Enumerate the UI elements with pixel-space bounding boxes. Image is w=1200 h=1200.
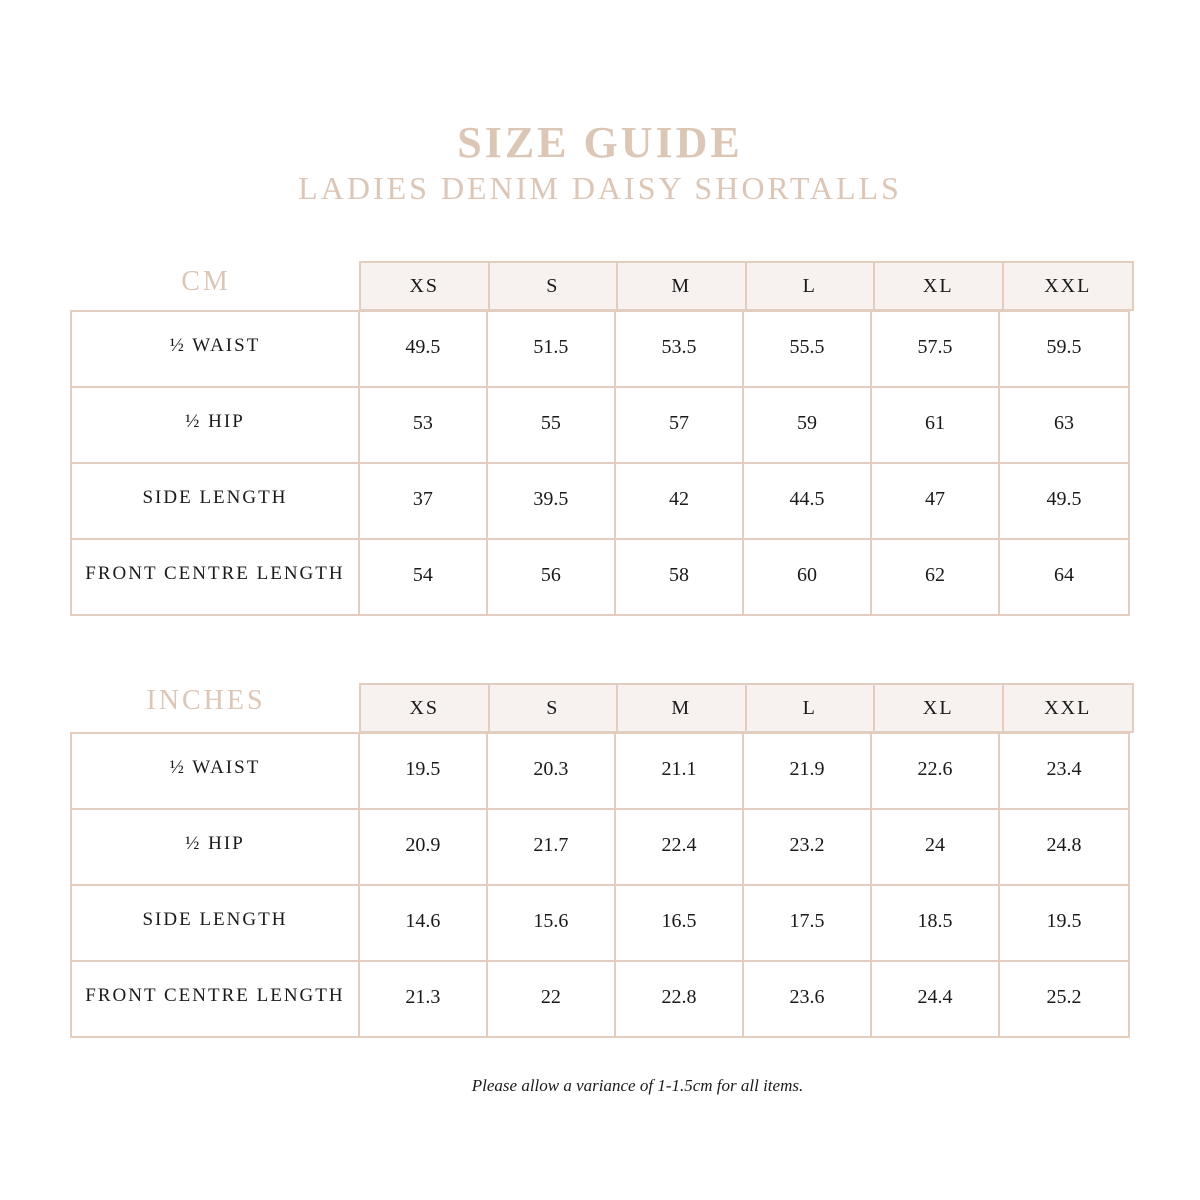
table-row <box>72 540 1128 614</box>
size-table-inches <box>70 732 1130 1038</box>
table-cell: 20.3 <box>488 734 616 808</box>
table-cell: 21.9 <box>744 734 872 808</box>
table-cell: 47 <box>872 464 1000 538</box>
measurement-label: ½ HIP <box>72 810 360 884</box>
unit-label-inches: INCHES <box>146 685 266 716</box>
table-cell: 19.5 <box>360 734 488 808</box>
table-cell: 20.9 <box>360 810 488 884</box>
size-header: M <box>618 685 747 731</box>
table-cell: 21.3 <box>360 962 488 1036</box>
table-row <box>72 886 1128 962</box>
table-cell: 21.1 <box>616 734 744 808</box>
table-cell: 18.5 <box>872 886 1000 960</box>
table-cell: 42 <box>616 464 744 538</box>
size-header: XS <box>361 263 490 309</box>
table-cell: 51.5 <box>488 312 616 386</box>
table-cell: 23.2 <box>744 810 872 884</box>
table-cell: 62 <box>872 540 1000 614</box>
table-cell: 61 <box>872 388 1000 462</box>
variance-note: Please allow a variance of 1-1.5cm for all items. <box>471 1076 804 1095</box>
size-header: S <box>490 263 619 309</box>
table-cell: 53.5 <box>616 312 744 386</box>
table-cell: 23.4 <box>1046 757 1082 780</box>
table-cell: 24.8 <box>1046 833 1082 856</box>
size-header: M <box>618 263 747 309</box>
table-row <box>72 388 1128 464</box>
table-cell: 39.5 <box>488 464 616 538</box>
table-cell: 22.6 <box>872 734 1000 808</box>
table-cell: 56 <box>488 540 616 614</box>
table-cell: 44.5 <box>744 464 872 538</box>
table-cell: 54 <box>360 540 488 614</box>
table-row <box>72 810 1128 886</box>
table-row <box>72 734 1128 810</box>
measurement-label: SIDE LENGTH <box>72 464 360 538</box>
table-cell: 21.7 <box>488 810 616 884</box>
table-cell: 22.8 <box>616 962 744 1036</box>
table-cell: 58 <box>616 540 744 614</box>
unit-label-cm: CM <box>181 266 231 297</box>
table-row <box>72 312 1128 388</box>
table-cell: 16.5 <box>616 886 744 960</box>
table-cell: 15.6 <box>488 886 616 960</box>
measurement-label: FRONT CENTRE LENGTH <box>72 962 360 1036</box>
size-header: XXL <box>1044 274 1092 297</box>
size-header-row <box>359 683 1134 733</box>
table-cell: 24.4 <box>872 962 1000 1036</box>
table-cell: 17.5 <box>744 886 872 960</box>
table-cell: 49.5 <box>360 312 488 386</box>
size-header: XL <box>875 685 1004 731</box>
table-cell: 59.5 <box>1046 335 1082 358</box>
table-cell: 64 <box>1053 563 1074 586</box>
size-header: XS <box>361 685 490 731</box>
table-row <box>72 962 1128 1036</box>
table-cell: 23.6 <box>744 962 872 1036</box>
size-header: L <box>747 685 876 731</box>
table-cell: 60 <box>744 540 872 614</box>
size-header: XXL <box>1044 696 1092 719</box>
table-cell: 59 <box>744 388 872 462</box>
size-header: L <box>747 263 876 309</box>
product-subtitle: LADIES DENIM DAISY SHORTALLS <box>298 170 902 206</box>
measurement-label: ½ WAIST <box>72 312 360 386</box>
measurement-label: ½ WAIST <box>72 734 360 808</box>
table-cell: 63 <box>1053 411 1074 434</box>
measurement-label: ½ HIP <box>72 388 360 462</box>
table-row <box>72 464 1128 540</box>
table-cell: 55.5 <box>744 312 872 386</box>
table-cell: 19.5 <box>1046 909 1082 932</box>
measurement-label: FRONT CENTRE LENGTH <box>72 540 360 614</box>
table-cell: 24 <box>872 810 1000 884</box>
size-header: XL <box>875 263 1004 309</box>
table-cell: 57.5 <box>872 312 1000 386</box>
table-cell: 53 <box>360 388 488 462</box>
size-header: S <box>490 685 619 731</box>
table-cell: 22 <box>488 962 616 1036</box>
table-cell: 55 <box>488 388 616 462</box>
size-header-row <box>359 261 1134 311</box>
table-cell: 22.4 <box>616 810 744 884</box>
table-cell: 14.6 <box>360 886 488 960</box>
table-cell: 49.5 <box>1046 487 1082 510</box>
table-cell: 57 <box>616 388 744 462</box>
page-title: SIZE GUIDE <box>457 118 743 167</box>
table-cell: 37 <box>360 464 488 538</box>
size-table-cm <box>70 310 1130 616</box>
table-cell: 25.2 <box>1046 985 1082 1008</box>
measurement-label: SIDE LENGTH <box>72 886 360 960</box>
